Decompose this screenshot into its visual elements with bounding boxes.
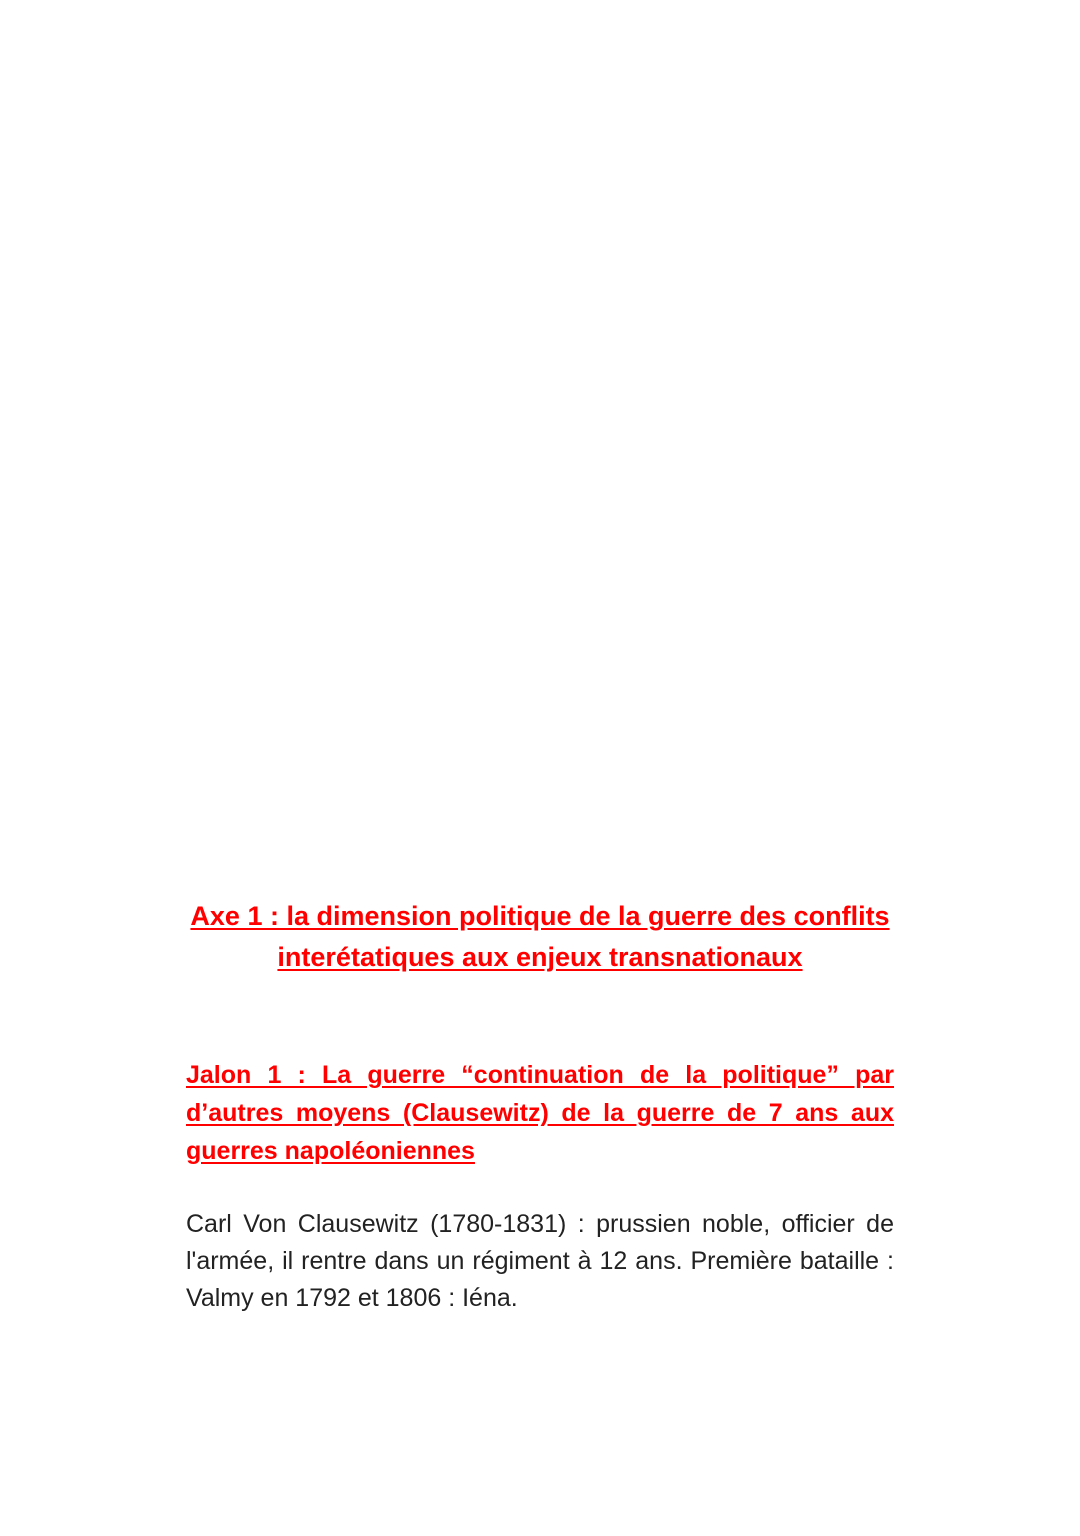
jalon-title: Jalon 1 : La guerre “continuation de la politique” par d’autres moyens (Clausewitz) de la guerre de 7 ans aux guerres napoléoniennes [186,1061,894,1165]
axe-title: Axe 1 : la dimension politique de la guerre des conflits interétatiques aux enjeux transnationaux [190,901,890,972]
clausewitz-paragraph: Carl Von Clausewitz (1780-1831) : prussien noble, officier de l'armée, il rentre dans un régiment à 12 ans. Première bataille : Valmy en 1792 et 1806 : Iéna. [186,1210,894,1312]
